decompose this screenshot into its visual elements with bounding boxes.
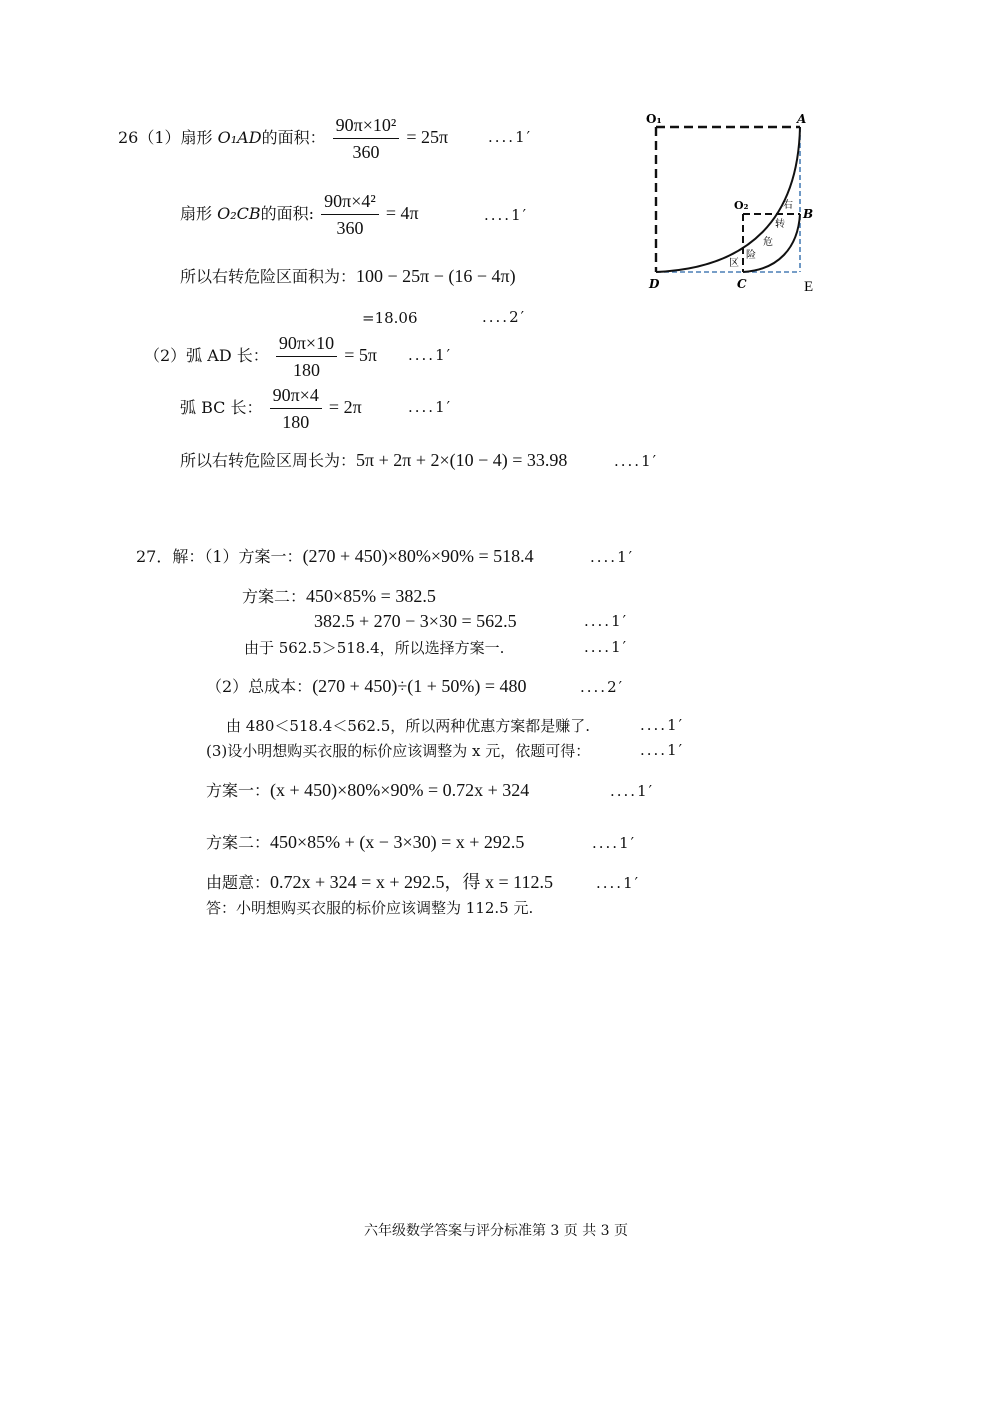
q27-line9: 方案二：450×85% + (x − 3×30) = x + 292.5 bbox=[206, 832, 525, 852]
region-char-5: 区 bbox=[729, 258, 739, 269]
q27-line1: 27．解：（1）方案一：(270 + 450)×80%×90% = 518.4 bbox=[136, 546, 534, 566]
q27-line8-points: ....1′ bbox=[610, 782, 655, 800]
q26-number: 26 bbox=[118, 128, 139, 147]
q27-answer: 答：小明想购买衣服的标价应该调整为 112.5 元. bbox=[206, 899, 534, 917]
sector1-fraction: $\frac{\text{90π×10²}}{360}$ bbox=[333, 114, 400, 163]
q26-area-line: 所以右转危险区面积为：100 − 25π − (16 − 4π) bbox=[180, 266, 516, 286]
label-O2: O₂ bbox=[734, 199, 749, 212]
q27-line6-points: ....1′ bbox=[640, 716, 685, 734]
q27-line2: 方案二：450×85% = 382.5 bbox=[242, 586, 436, 606]
q26-perimeter-points: ....1′ bbox=[614, 452, 659, 470]
sector1-result: = 25π bbox=[406, 127, 449, 147]
q27-line5-points: ....2′ bbox=[580, 678, 625, 696]
q27-line8: 方案一：(x + 450)×80%×90% = 0.72x + 324 bbox=[206, 780, 530, 800]
q26-sector1-line: 26（1）扇形 O₁AD的面积： $\frac{\text{90π×10²}}{360}$ = 25π bbox=[118, 115, 449, 162]
q27-line10: 由题意：0.72x + 324 = x + 292.5，得 x = 112.5 bbox=[206, 872, 553, 892]
q26-area-result: =18.06 bbox=[362, 309, 418, 327]
q26-area-points: ....2′ bbox=[482, 308, 527, 326]
sector2-fraction: $\frac{\text{90π×4²}}{360}$ bbox=[321, 190, 379, 239]
page-footer: 六年级数学答案与评分标准第 3 页 共 3 页 bbox=[363, 1223, 629, 1239]
perimeter-expression: 5π + 2π + 2×(10 − 4) = 33.98 bbox=[356, 450, 568, 470]
q26-sector2-points: ....1′ bbox=[484, 206, 529, 224]
label-A: A bbox=[797, 112, 807, 126]
q27-line7: (3)设小明想购买衣服的标价应该调整为 x 元，依题可得： bbox=[206, 742, 591, 760]
region-char-3: 危 bbox=[763, 237, 773, 248]
q26-arcAD-line: （2）弧 AD 长： $\frac{90\pi\times 10}{180}$ = 5π bbox=[144, 333, 377, 380]
area-expression: 100 − 25π − (16 − 4π) bbox=[356, 266, 516, 286]
q27-line7-points: ....1′ bbox=[640, 741, 685, 759]
geometry-figure bbox=[640, 108, 830, 298]
q27-number: 27．解： bbox=[136, 547, 205, 566]
label-E: E bbox=[804, 279, 814, 295]
q26-arcAD-points: ....1′ bbox=[408, 346, 453, 364]
arcAD-fraction: $\frac{90\pi\times 10}{180}$ bbox=[276, 332, 337, 381]
q27-line10-points: ....1′ bbox=[596, 874, 641, 892]
label-O1: O₁ bbox=[646, 112, 662, 126]
q27-line9-points: ....1′ bbox=[592, 834, 637, 852]
sector2-name: O₂CB bbox=[217, 204, 261, 223]
sector1-name: O₁AD bbox=[217, 128, 262, 147]
sector2-result: = 4π bbox=[385, 203, 419, 223]
q27-line1-points: ....1′ bbox=[590, 548, 635, 566]
label-B: B bbox=[803, 207, 814, 221]
blue-dashed-edges bbox=[656, 127, 800, 272]
region-char-1: 右 bbox=[783, 200, 793, 211]
q27-line6: 由 480＜518.4＜562.5，所以两种优惠方案都是赚了. bbox=[226, 717, 591, 735]
q26-sector1-points: ....1′ bbox=[488, 128, 533, 146]
label-D: D bbox=[649, 277, 660, 291]
q26-arcBC-line: 弧 BC 长： $\frac{90\pi\times 4}{180}$ = 2π bbox=[180, 385, 362, 432]
q26-perimeter-line: 所以右转危险区周长为：5π + 2π + 2×(10 − 4) = 33.98 bbox=[180, 450, 568, 470]
q27-line5: （2）总成本：(270 + 450)÷(1 + 50%) = 480 bbox=[206, 676, 527, 696]
arc-AD bbox=[656, 127, 800, 272]
label-C: C bbox=[737, 277, 747, 291]
dashed-square bbox=[656, 127, 800, 272]
region-char-4: 险 bbox=[746, 250, 756, 261]
region-char-2: 转 bbox=[775, 219, 785, 230]
q27-line4: 由于 562.5＞518.4，所以选择方案一. bbox=[244, 639, 505, 657]
q27-line4-points: ....1′ bbox=[584, 638, 629, 656]
q26-sector2-line: 扇形 O₂CB的面积: $\frac{\text{90π×4²}}{360}$ = 4π bbox=[180, 191, 419, 238]
q27-line3: 382.5 + 270 − 3×30 = 562.5 bbox=[314, 611, 517, 631]
q27-line3-points: ....1′ bbox=[584, 612, 629, 630]
arcBC-fraction: $\frac{90\pi\times 4}{180}$ bbox=[270, 384, 322, 433]
q26-arcBC-points: ....1′ bbox=[408, 398, 453, 416]
